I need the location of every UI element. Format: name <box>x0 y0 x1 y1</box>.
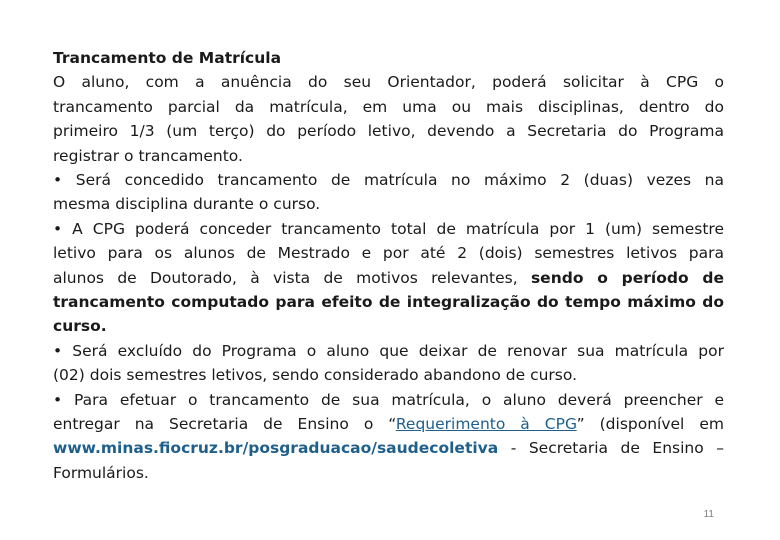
requerimento-link[interactable]: Requerimento à CPG <box>395 414 577 433</box>
text-segment: - Secretaria de Ensino – <box>498 439 724 458</box>
website-link[interactable]: www.minas.fiocruz.br/posgraduacao/saudecoletiva <box>53 439 499 458</box>
bullet-line: • Será excluído do Programa o aluno que deixar de renovar sua matrícula por <box>53 341 724 360</box>
text-segment: alunos de Doutorado, à vista de motivos relevantes, <box>53 268 531 287</box>
text-segment: entregar na Secretaria de Ensino o “ <box>53 414 396 433</box>
text-segment: ” (disponível em <box>576 414 724 433</box>
page-number: 11 <box>703 509 714 520</box>
bullet-line: • A CPG poderá conceder trancamento total de matrícula por 1 (um) semestre <box>53 219 724 238</box>
bold-line: curso. <box>53 317 107 336</box>
text-line: letivo para os alunos de Mestrado e por até 2 (dois) semestres letivos para <box>53 244 724 263</box>
text-line: trancamento parcial da matrícula, em uma ou mais disciplinas, dentro do <box>53 97 724 116</box>
text-line: (02) dois semestres letivos, sendo considerado abandono de curso. <box>53 366 577 385</box>
text-line: registrar o trancamento. <box>53 146 243 165</box>
text-line: primeiro 1/3 (um terço) do período letivo, devendo a Secretaria do Programa <box>53 122 724 141</box>
text-line: mesma disciplina durante o curso. <box>53 195 321 214</box>
bullet-line: • Será concedido trancamento de matrícula no máximo 2 (duas) vezes na <box>53 170 724 189</box>
text-line: O aluno, com a anuência do seu Orientador, poderá solicitar à CPG o <box>53 73 724 92</box>
slide-body <box>53 46 724 485</box>
text-line <box>53 412 724 436</box>
bold-line: trancamento computado para efeito de integralização do tempo máximo do <box>53 292 724 311</box>
text-line: Formulários. <box>53 463 149 482</box>
bullet-line: • Para efetuar o trancamento de sua matrícula, o aluno deverá preencher e <box>53 390 724 409</box>
text-line <box>53 266 724 290</box>
text-line <box>53 436 724 460</box>
bold-segment: sendo o período de <box>530 268 724 287</box>
slide-title: Trancamento de Matrícula <box>53 49 282 67</box>
